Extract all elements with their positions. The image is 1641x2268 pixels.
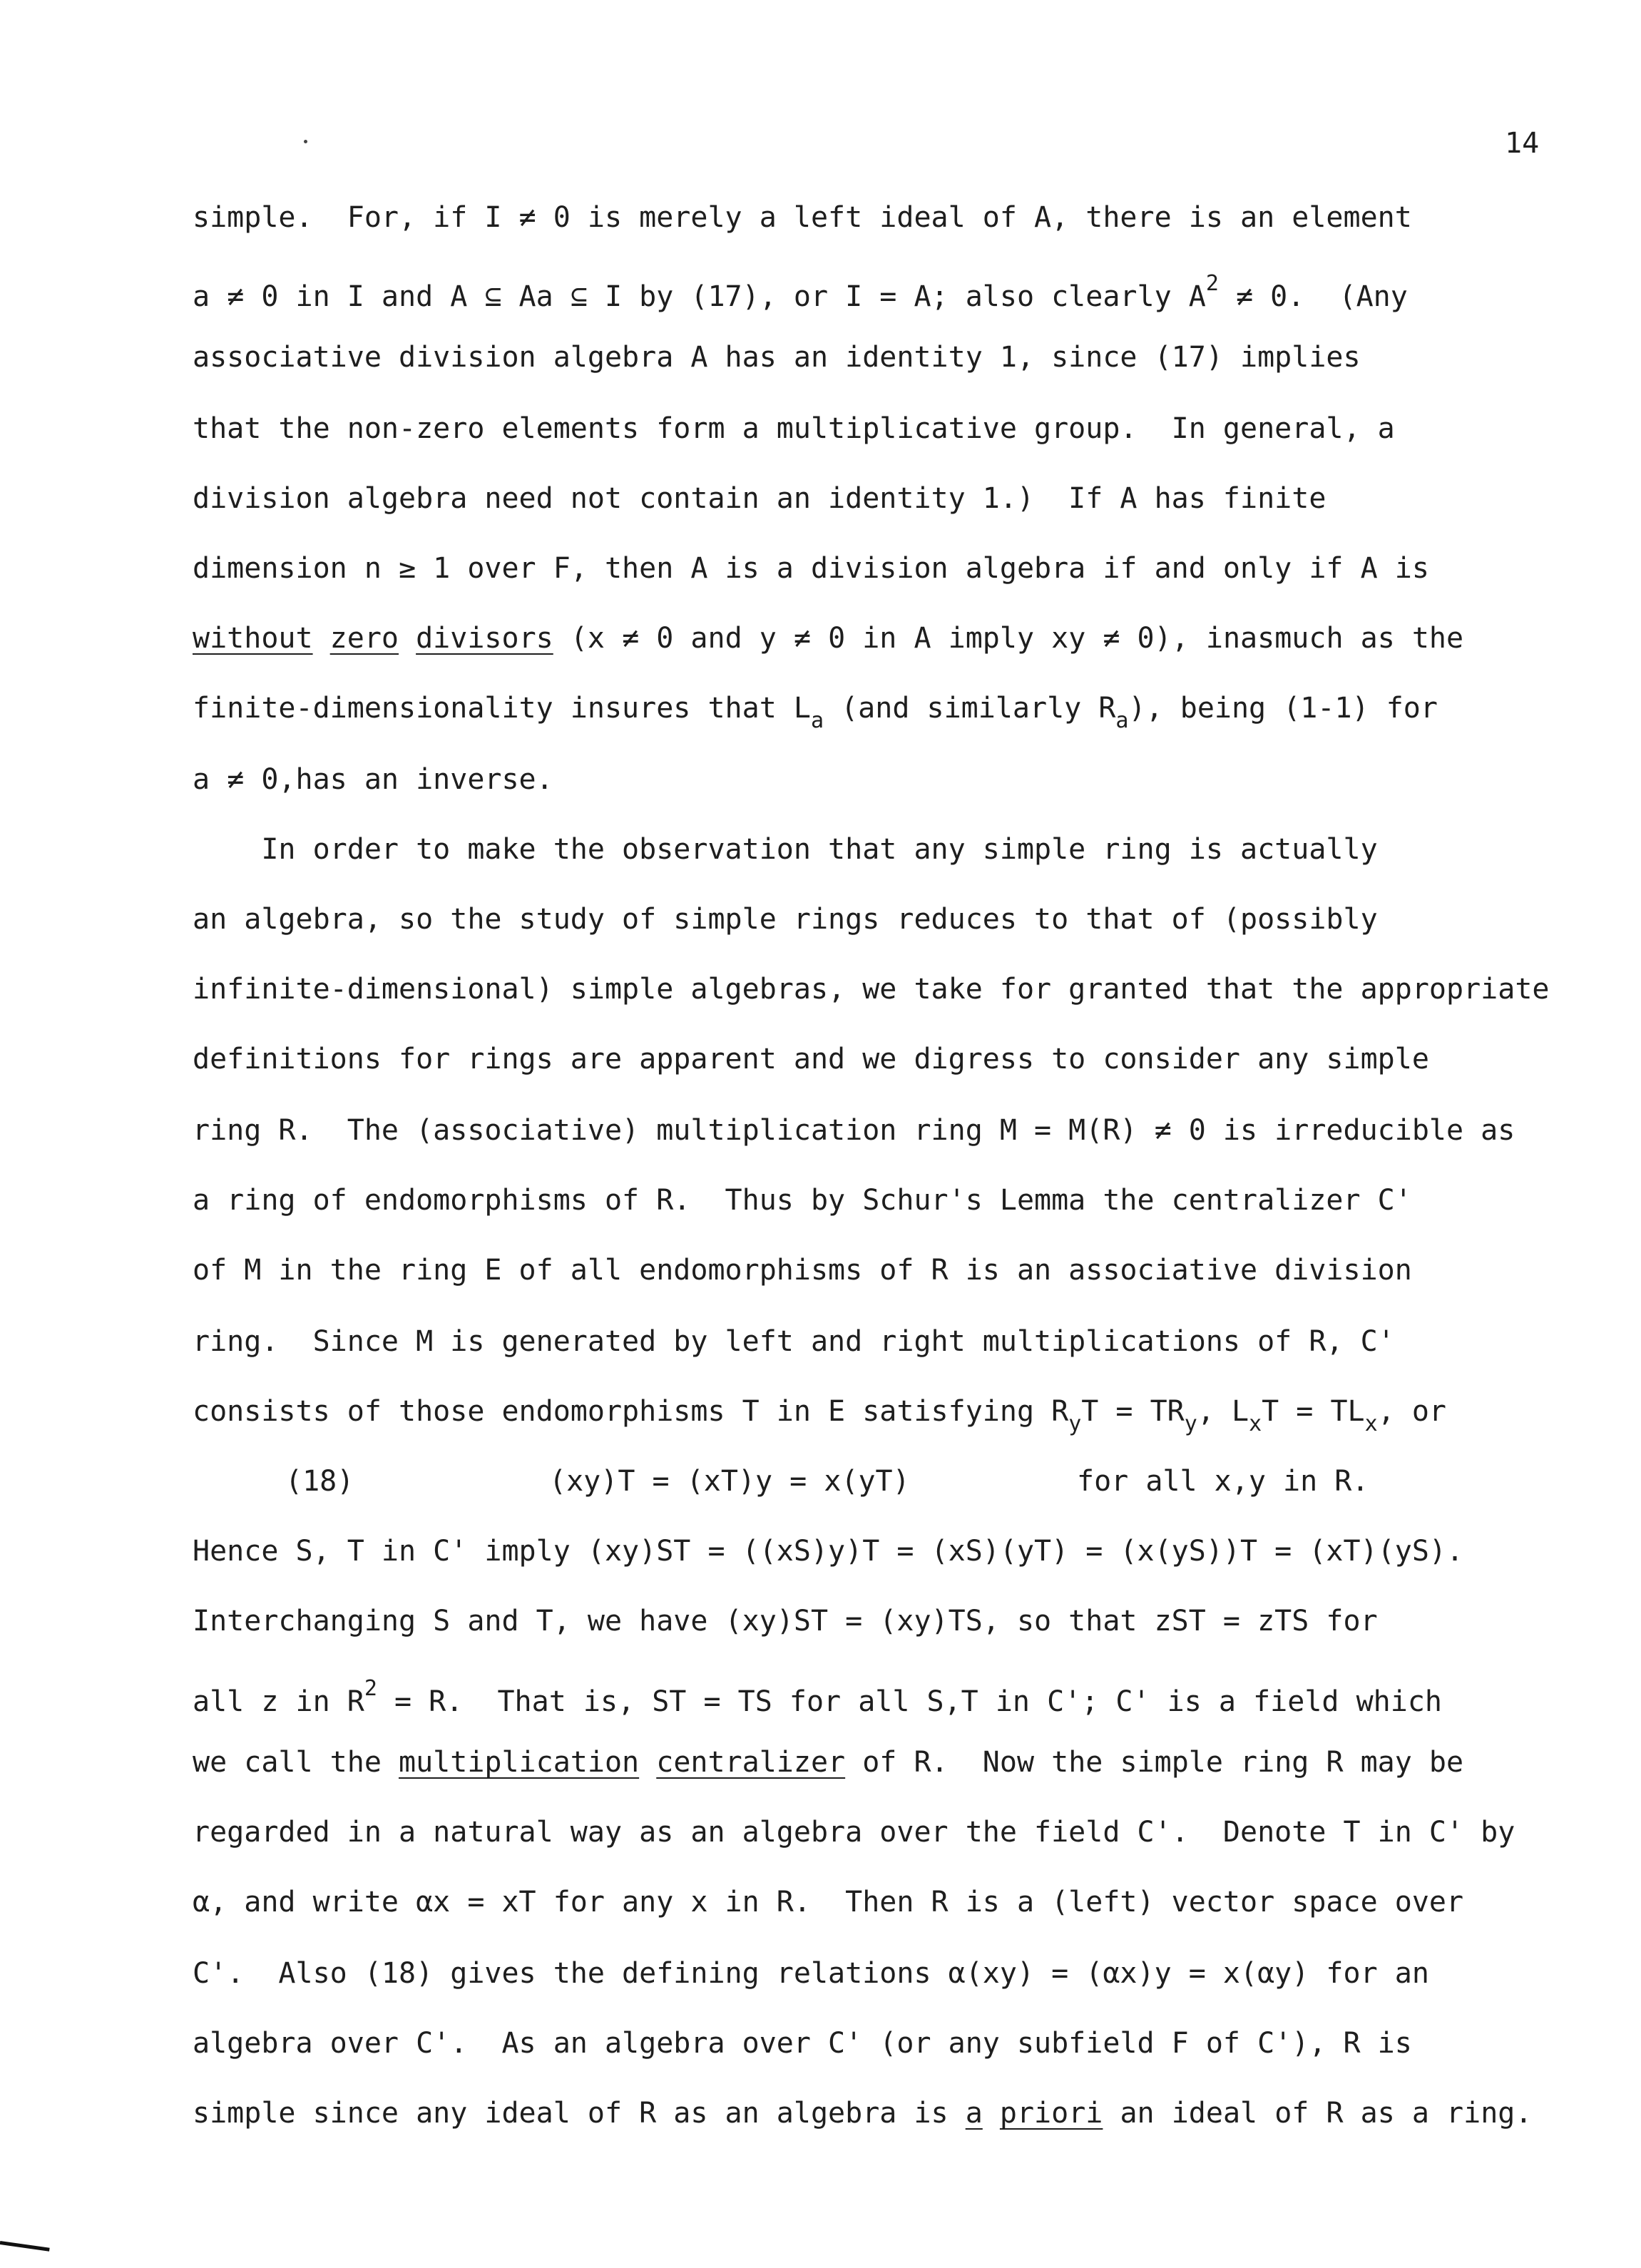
text-line: simple. For, if I ≠ 0 is merely a left ideal of A, there is an element: [193, 201, 1412, 234]
text-line: of M in the ring E of all endomorphisms of R is an associative division: [193, 1254, 1412, 1287]
underlined-term: a: [965, 2097, 983, 2130]
underlined-term: multiplication: [398, 1746, 640, 1779]
text-line: regarded in a natural way as an algebra over the field C'. Denote T in C' by: [193, 1816, 1515, 1849]
text-line: infinite-dimensional) simple algebras, we take for granted that the appropriate: [193, 973, 1550, 1006]
equation-condition: for all x,y in R.: [1077, 1465, 1369, 1498]
text-line: a ≠ 0 in I and A ⊆ Aa ⊆ I by (17), or I = A; also clearly $A^2 \ne 0$. (Any: [193, 271, 1408, 313]
text-line: all z in $R^2 = R$. That is, ST = TS for all S,T in C'; C' is a field which: [193, 1676, 1442, 1718]
underlined-term: centralizer: [656, 1746, 846, 1779]
text-line: ring. Since M is generated by left and right multiplications of R, C': [193, 1325, 1395, 1358]
scan-edge-mark: [0, 2241, 50, 2252]
text-line: associative division algebra A has an identity 1, since (17) implies: [193, 341, 1361, 374]
text-line: Interchanging S and T, we have (xy)ST = (xy)TS, so that zST = zTS for: [193, 1605, 1378, 1638]
text-line: algebra over C'. As an algebra over C' (or any subfield F of C'), R is: [193, 2027, 1412, 2060]
page-number: 14: [1505, 127, 1540, 160]
text-line: definitions for rings are apparent and we digress to consider any simple: [193, 1043, 1429, 1076]
text-line: ring R. The (associative) multiplication ring M = M(R) ≠ 0 is irreducible as: [193, 1114, 1515, 1147]
underlined-term: zero: [329, 622, 399, 655]
text-line: simple since any ideal of R as an algebra is a priori an ideal of R as a ring.: [193, 2097, 1533, 2130]
text-line: that the non-zero elements form a multiplicative group. In general, a: [193, 412, 1395, 445]
text-line: dimension n ≥ 1 over F, then A is a division algebra if and only if A is: [193, 552, 1429, 585]
equation: (xy)T = (xT)y = x(yT): [549, 1465, 910, 1498]
underlined-term: without: [193, 622, 313, 655]
text-line: division algebra need not contain an identity 1.) If A has finite: [193, 482, 1326, 515]
text-line: Hence S, T in C' imply (xy)ST = ((xS)y)T = (xS)(yT) = (x(yS))T = (xT)(yS).: [193, 1535, 1464, 1568]
text-line: an algebra, so the study of simple rings reduces to that of (possibly: [193, 903, 1378, 936]
text-line: In order to make the observation that any simple ring is actually: [193, 833, 1378, 866]
text-line: C'. Also (18) gives the defining relations α(xy) = (αx)y = x(αy) for an: [193, 1957, 1429, 1990]
equation-number: (18): [285, 1465, 354, 1498]
text-line: we call the multiplication centralizer of R. Now the simple ring R may be: [193, 1746, 1464, 1779]
text-line: a ≠ 0,has an inverse.: [193, 763, 553, 796]
speck: [304, 140, 307, 143]
underlined-term: divisors: [416, 622, 553, 655]
text-line: consists of those endomorphisms T in E satisfying $R_yT = TR_y$, $L_xT = TL_x$, or: [193, 1395, 1447, 1436]
text-line: without zero divisors (x ≠ 0 and y ≠ 0 in A imply xy ≠ 0), inasmuch as the: [193, 622, 1464, 655]
text-line: α, and write αx = xT for any x in R. Then R is a (left) vector space over: [193, 1886, 1464, 1919]
text-line: a ring of endomorphisms of R. Thus by Schur's Lemma the centralizer C': [193, 1184, 1412, 1217]
text-line: finite-dimensionality insures that $L_a$ (and similarly $R_a$), being (1-1) for: [193, 692, 1438, 733]
underlined-term: priori: [999, 2097, 1103, 2130]
